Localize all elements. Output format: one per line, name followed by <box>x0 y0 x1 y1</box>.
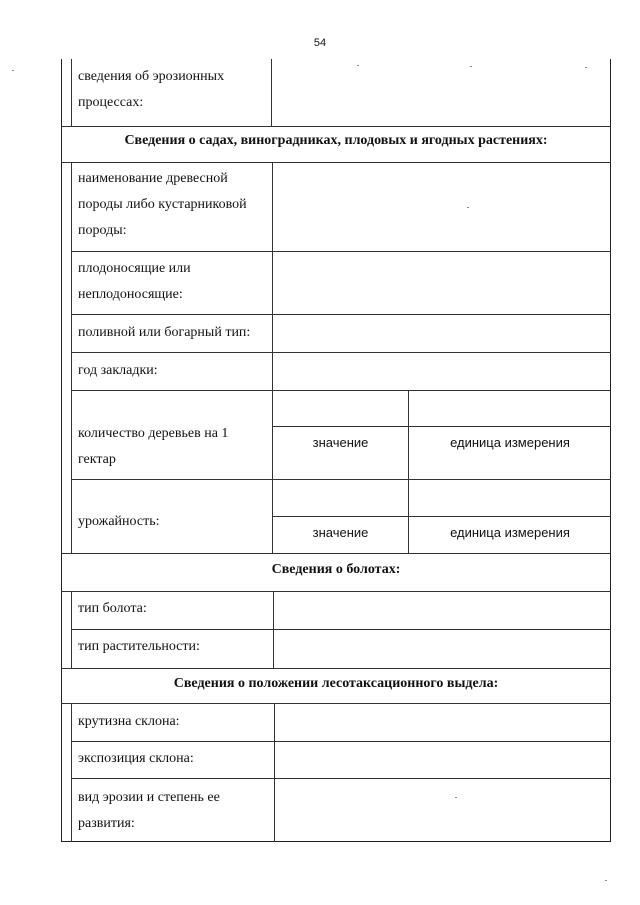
subheader-unit: единица измерения <box>450 525 570 540</box>
label-vegetation-type: тип растительности: <box>78 639 200 654</box>
row-border <box>61 126 611 127</box>
row-border <box>61 703 611 704</box>
scan-speck <box>605 880 607 881</box>
row-border <box>71 479 611 480</box>
row-border <box>61 668 611 669</box>
row-border <box>71 629 611 630</box>
scan-speck <box>12 70 14 71</box>
subheader-value: значение <box>312 435 369 450</box>
subheader-unit: единица измерения <box>450 435 570 450</box>
label-trees-per-ha: количество деревьев на 1 гектар <box>78 426 229 467</box>
label-erosion-info: сведения об эрозионных процессах: <box>78 69 225 110</box>
row-border <box>71 741 611 742</box>
label-tree-species: наименование древесной породы либо кустарниковой породы: <box>78 171 247 238</box>
scan-speck <box>470 66 472 67</box>
label-planting-year: год закладки: <box>78 363 158 378</box>
section-bogs: Сведения о болотах: <box>271 562 401 577</box>
margin-line <box>71 59 72 126</box>
row-border <box>61 162 611 163</box>
subheader-value: значение <box>312 525 369 540</box>
margin-line <box>71 162 72 553</box>
label-slope-exposure: экспозиция склона: <box>78 751 194 766</box>
row-border <box>71 390 611 391</box>
page-number: 54 <box>313 37 327 49</box>
label-irrigation-type: поливной или богарный тип: <box>78 325 251 340</box>
row-border <box>272 426 611 427</box>
scan-speck <box>585 67 587 68</box>
column-divider <box>271 59 272 126</box>
row-border <box>61 591 611 592</box>
row-border <box>272 516 611 517</box>
scan-speck <box>467 207 469 208</box>
row-border <box>71 778 611 779</box>
label-fruiting: плодоносящие или неплодоносящие: <box>78 261 191 302</box>
row-border <box>71 352 611 353</box>
scan-speck <box>357 65 359 66</box>
label-yield: урожайность: <box>78 514 160 529</box>
margin-line <box>71 703 72 842</box>
row-border <box>61 553 611 554</box>
section-gardens: Сведения о садах, виноградниках, плодовых и ягодных растениях: <box>124 133 548 148</box>
label-slope-steepness: крутизна склона: <box>78 714 180 729</box>
label-bog-type: тип болота: <box>78 601 147 616</box>
column-divider <box>272 162 273 553</box>
row-border <box>71 251 611 252</box>
section-stand-position: Сведения о положении лесотаксационного выдела: <box>173 676 499 691</box>
row-border <box>71 314 611 315</box>
column-divider <box>274 703 275 842</box>
scan-speck <box>455 797 457 798</box>
label-erosion-kind: вид эрозии и степень ее развития: <box>78 790 220 831</box>
